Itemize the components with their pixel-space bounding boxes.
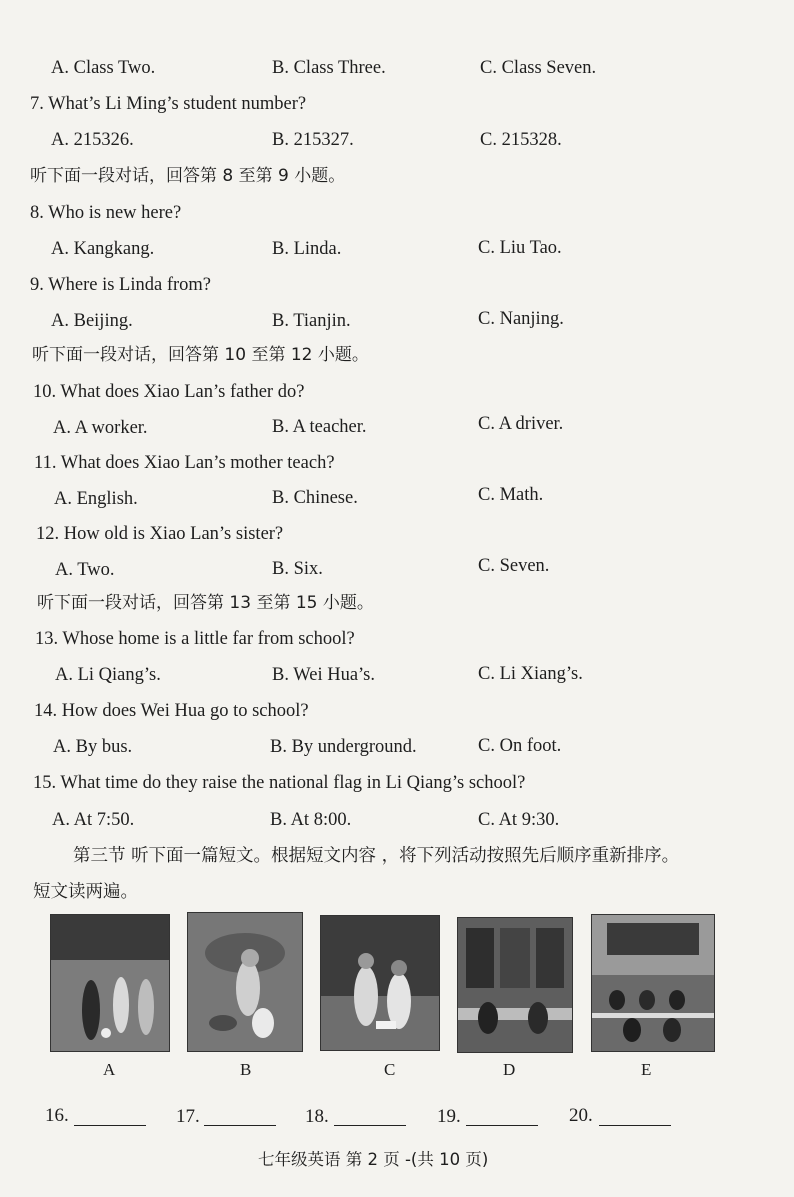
q10-option-c: C. A driver. [478, 414, 564, 434]
blank-16-number: 16. [45, 1105, 69, 1126]
q13-option-b: B. Wei Hua’s. [272, 665, 375, 685]
q7-option-a: A. 215326. [51, 130, 134, 150]
q8-option-b: B. Linda. [272, 239, 342, 259]
answer-blank-18[interactable] [334, 1125, 406, 1126]
q15-option-c: C. At 9:30. [478, 810, 560, 830]
q15-option-a: A. At 7:50. [52, 810, 135, 830]
q9-option-c: C. Nanjing. [478, 309, 564, 329]
question-7: 7. What’s Li Ming’s student number? [30, 94, 307, 114]
q13-option-c: C. Li Xiang’s. [478, 664, 583, 684]
instruction-13-15: 听下面一段对话，回答第 13 至第 15 小题。 [37, 593, 374, 613]
photo-b-playing [187, 912, 303, 1052]
q7-option-b: B. 215327. [272, 130, 354, 150]
instruction-8-9: 听下面一段对话，回答第 8 至第 9 小题。 [30, 166, 346, 186]
blank-18-number: 18. [305, 1106, 329, 1127]
question-8: 8. Who is new here? [30, 203, 182, 223]
question-14: 14. How does Wei Hua go to school? [34, 701, 309, 721]
photo-label-a: A [103, 1060, 116, 1079]
section-3-instruction: 第三节 听下面一篇短文。根据短文内容 ，将下列活动按照先后顺序重新排序。 [73, 846, 680, 866]
blank-20-number: 20. [569, 1105, 593, 1126]
q8-option-c: C. Liu Tao. [478, 238, 562, 258]
q11-option-a: A. English. [54, 489, 138, 509]
page-footer: 七年级英语 第 2 页 -(共 10 页) [258, 1150, 489, 1169]
photo-e-classroom [591, 914, 715, 1052]
question-9: 9. Where is Linda from? [30, 275, 211, 295]
q9-option-b: B. Tianjin. [272, 311, 351, 331]
q8-option-a: A. Kangkang. [51, 239, 155, 259]
photo-a-football [50, 914, 170, 1052]
blank-19-number: 19. [437, 1106, 461, 1127]
photo-c-reading-outdoors [320, 915, 440, 1051]
q7-option-c: C. 215328. [480, 130, 562, 150]
q14-option-c: C. On foot. [478, 736, 562, 756]
q11-option-c: C. Math. [478, 485, 544, 505]
section-3-instruction-cont: 短文读两遍。 [33, 882, 138, 902]
q15-option-b: B. At 8:00. [270, 810, 352, 830]
q11-option-b: B. Chinese. [272, 488, 358, 508]
q12-option-b: B. Six. [272, 559, 323, 579]
q10-option-a: A. A worker. [53, 418, 148, 438]
q14-option-a: A. By bus. [53, 737, 133, 757]
answer-blank-16[interactable] [74, 1125, 146, 1126]
question-15: 15. What time do they raise the national flag in Li Qiang’s school? [33, 773, 526, 793]
q13-option-a: A. Li Qiang’s. [55, 665, 161, 685]
answer-blank-17[interactable] [204, 1125, 276, 1126]
q6-option-b: B. Class Three. [272, 58, 386, 78]
photo-label-e: E [641, 1060, 652, 1079]
q14-option-b: B. By underground. [270, 737, 417, 757]
photo-d-library [457, 917, 573, 1053]
instruction-10-12: 听下面一段对话，回答第 10 至第 12 小题。 [32, 345, 369, 365]
q6-option-c: C. Class Seven. [480, 58, 597, 78]
q12-option-c: C. Seven. [478, 556, 550, 576]
q6-option-a: A. Class Two. [51, 58, 156, 78]
answer-blank-19[interactable] [466, 1125, 538, 1126]
q12-option-a: A. Two. [55, 560, 115, 580]
question-13: 13. Whose home is a little far from school? [35, 629, 355, 649]
question-11: 11. What does Xiao Lan’s mother teach? [34, 453, 335, 473]
blank-17-number: 17. [176, 1106, 200, 1127]
q10-option-b: B. A teacher. [272, 417, 367, 437]
photo-label-d: D [503, 1060, 516, 1079]
answer-blank-20[interactable] [599, 1125, 671, 1126]
photo-label-b: B [240, 1060, 252, 1079]
question-12: 12. How old is Xiao Lan’s sister? [36, 524, 284, 544]
q9-option-a: A. Beijing. [51, 311, 133, 331]
photo-label-c: C [384, 1060, 396, 1079]
question-10: 10. What does Xiao Lan’s father do? [33, 382, 305, 402]
